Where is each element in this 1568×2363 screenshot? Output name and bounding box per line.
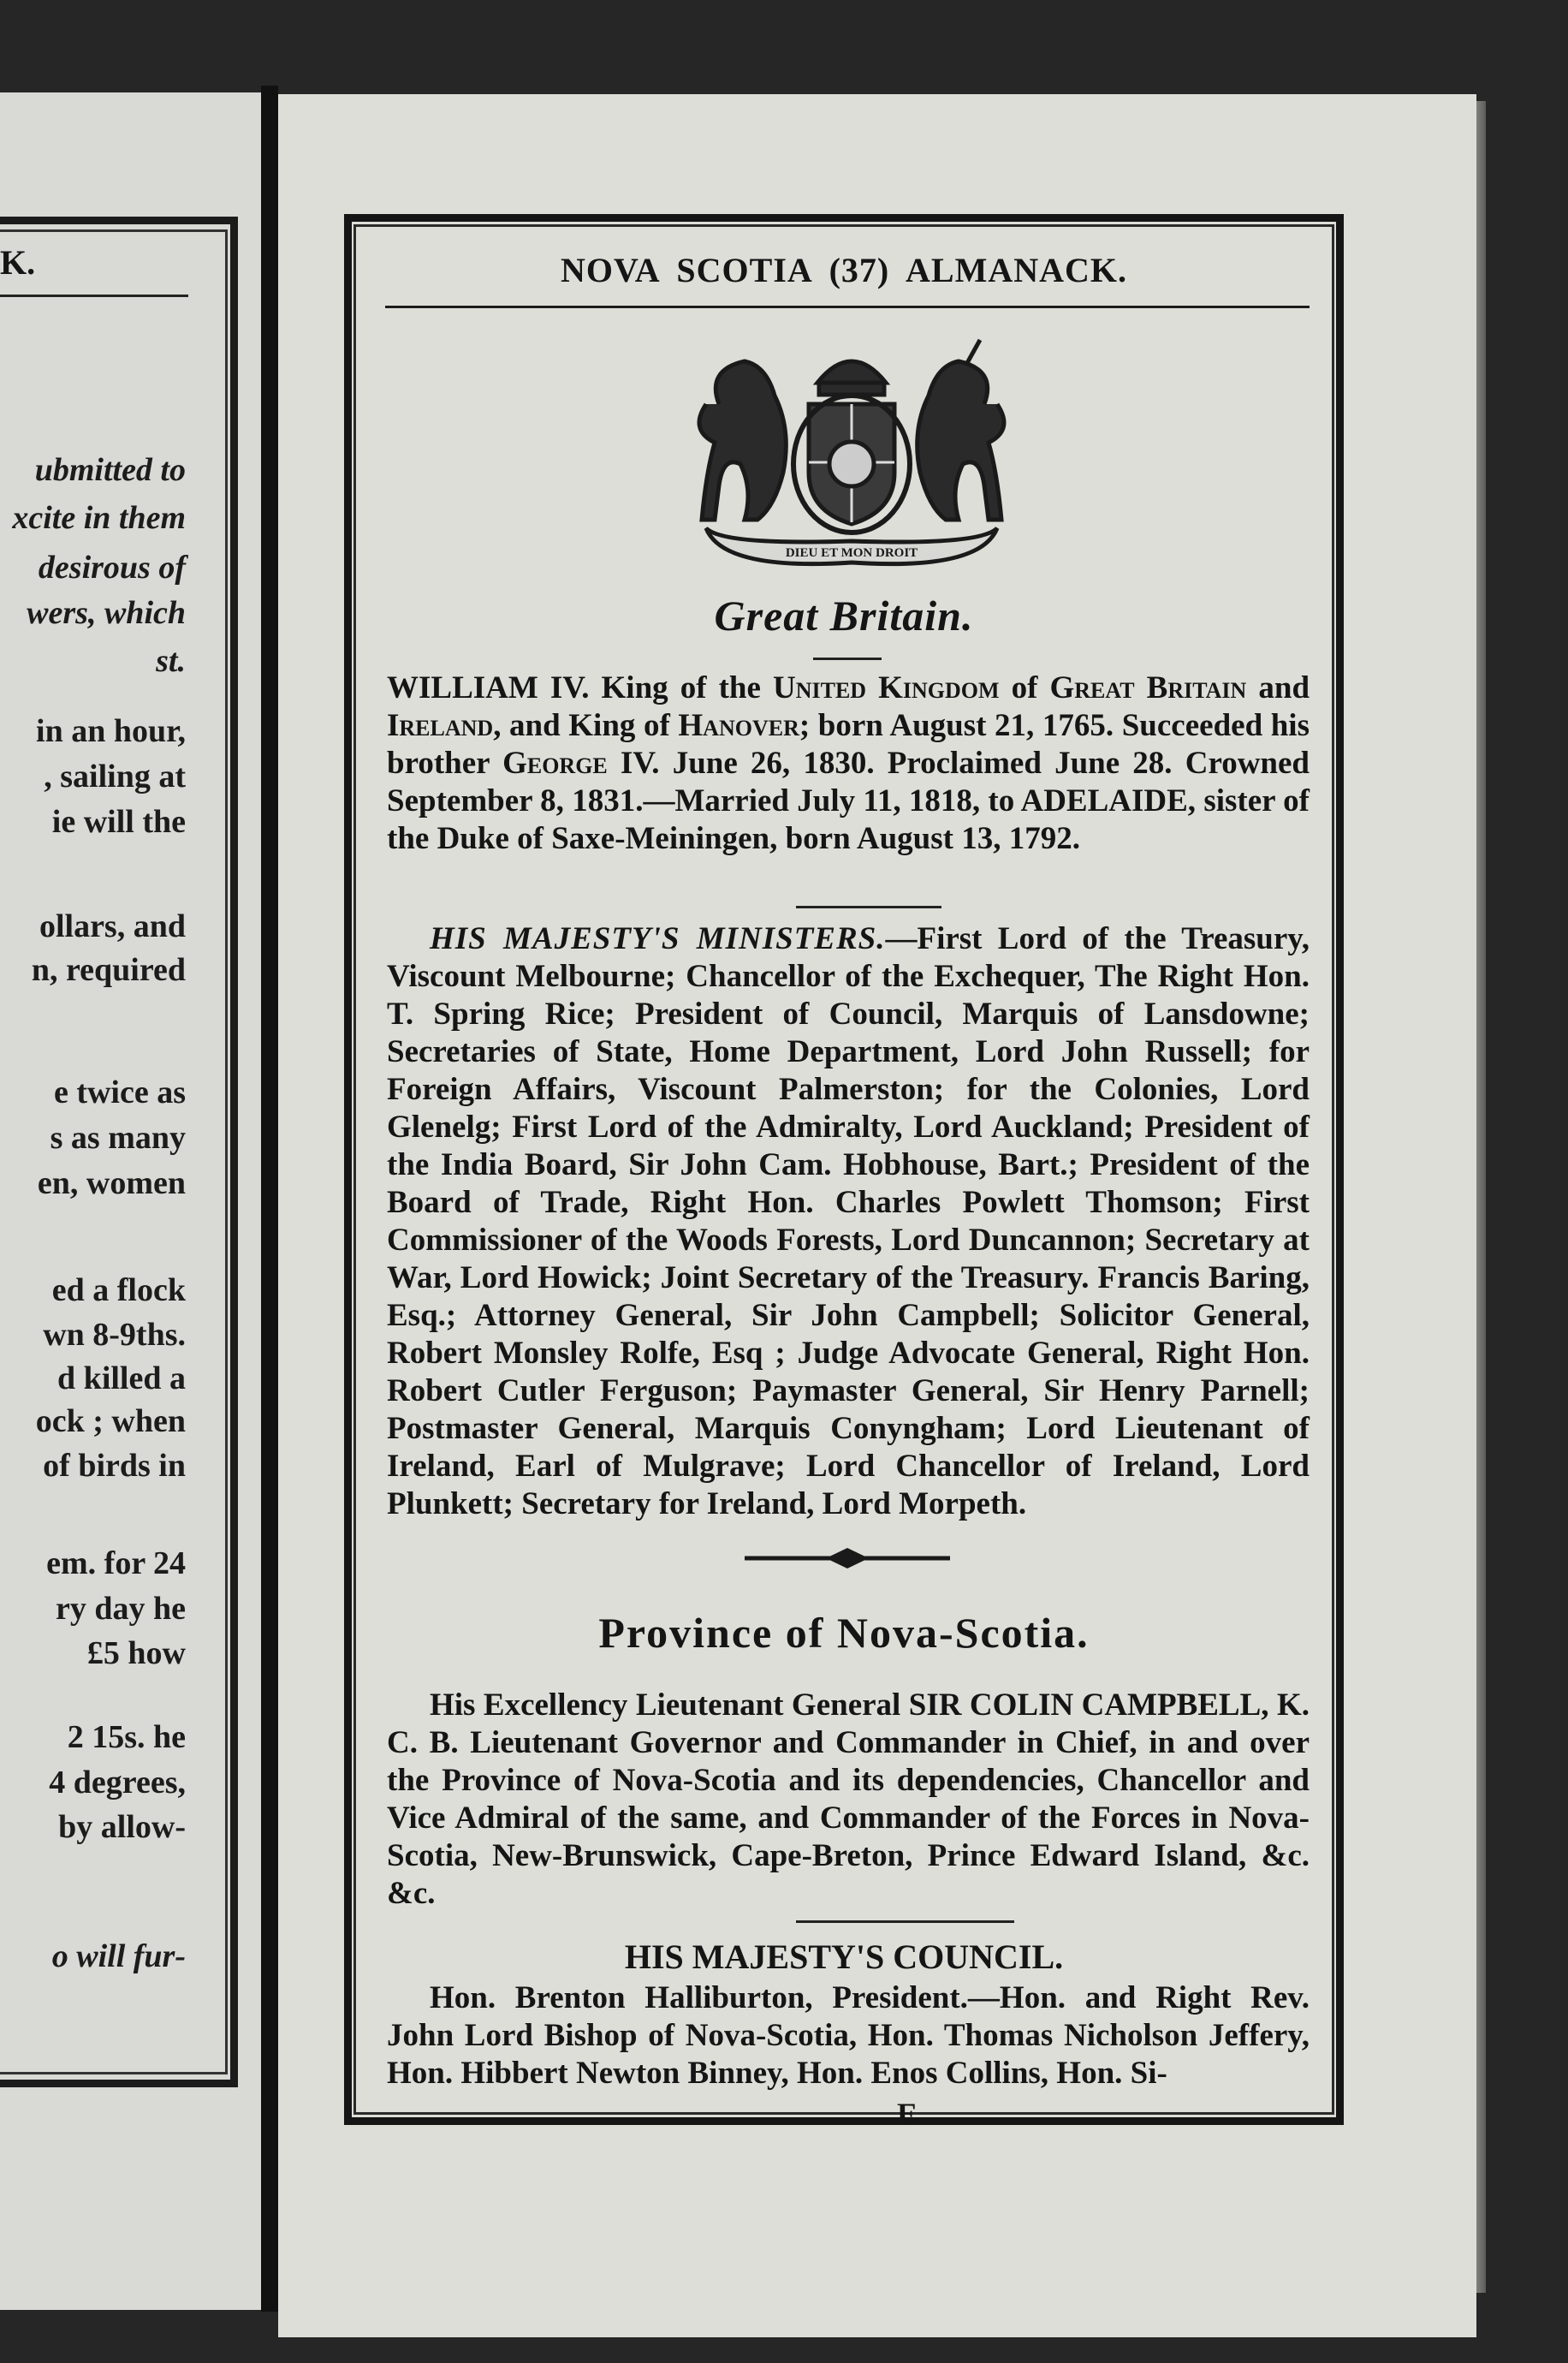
previous-page-line: s as many [50, 1120, 186, 1156]
council-paragraph: Hon. Brenton Halliburton, President.—Hon. and Right Rev. John Lord Bishop of Nova-Scotia, Hon. Thomas Nicholson Jeffery, Hon. Hibbert Newton Binney, Hon. Enos Collins, Hon. Si- [387, 1980, 1310, 2092]
previous-page-line: xcite in them [12, 500, 186, 536]
previous-page-line: ie will the [51, 804, 186, 840]
king-name: WILLIAM IV. [387, 670, 590, 705]
previous-page-line: ed a flock [51, 1272, 186, 1308]
previous-page-line: in an hour, [36, 713, 186, 749]
previous-page-line: by allow- [58, 1809, 186, 1845]
previous-page-line: st. [156, 643, 186, 679]
section-rule [796, 1920, 1014, 1923]
ministers-paragraph: HIS MAJESTY'S MINISTERS.—First Lord of the Treasury, Viscount Melbourne; Chancellor of the Exchequer, The Right Hon. T. Spring Rice; President of Council, Marquis of Lansdowne; Secretaries of State, Home Department, Lord John Russell; for Foreign Affairs, Viscount Palmerston; for the Colonies, Lord Glenelg; First Lord of the Admiralty, Lord Auckland; President of the India Board, Sir John Cam. Hobhouse, Bart.; President of the Board of Trade, Right Hon. Charles Powlett Thomson; First Commissioner of the Woods Forests, Lord Duncannon; Secretary at War, Lord Howick; Joint Secretary of the Treasury. Francis Baring, Esq.; Attorney General, Sir John Campbell; Solicitor General, Robert Monsley Rolfe, Esq ; Judge Advocate General, Right Hon. Robert Cutler Ferguson; Paymaster General, Sir Henry Parnell; Postmaster General, Marquis Conyngham; Lord Lieutenant of Ireland, Earl of Mulgrave; Lord Chancellor of Ireland, Lord Plunkett; Secretary for Ireland, Lord Morpeth. [387, 921, 1310, 1522]
previous-page-line: of birds in [43, 1448, 186, 1484]
previous-page-line: £5 how [86, 1635, 186, 1671]
previous-page-fragment [0, 92, 261, 2310]
council-heading: HIS MAJESTY'S COUNCIL. [624, 1937, 1064, 1976]
governor-paragraph: His Excellency Lieutenant General SIR COLIN CAMPBELL, K. C. B. Lieutenant Governor and Commander in Chief, in and over the Province of Nova-Scotia and its dependencies, Chancellor and Vice Admiral of the same, and Commander of the Forces in Nova-Scotia, New-Brunswick, Cape-Breton, Prince Edward Island, &c. &c. [387, 1687, 1310, 1912]
previous-page-line: n, required [31, 952, 186, 988]
running-head: NOVA SCOTIA (37) ALMANACK. [561, 251, 1127, 289]
previous-page-line: , sailing at [44, 759, 186, 795]
previous-page-line: ubmitted to [34, 452, 186, 488]
book-gutter [261, 86, 278, 2312]
previous-page-line: o will fur- [51, 1938, 186, 1974]
previous-page-header: K. [0, 243, 36, 282]
section-rule [813, 658, 882, 660]
section-rule [796, 906, 941, 908]
ministers-heading: HIS MAJESTY'S MINISTERS. [430, 921, 886, 956]
crest-motto: DIEU ET MON DROIT [785, 546, 918, 560]
previous-page-line: em. for 24 [46, 1545, 186, 1581]
previous-page-line: ollars, and [39, 908, 186, 944]
previous-page-line: en, women [37, 1165, 186, 1201]
previous-page-line: ock ; when [35, 1403, 186, 1439]
running-head-rule [385, 306, 1310, 308]
ornamental-divider-icon [745, 1545, 950, 1571]
previous-page-line: wn 8-9ths. [43, 1317, 186, 1353]
previous-page-line: 4 degrees, [49, 1765, 186, 1801]
printer-signature-mark: E [897, 2097, 918, 2131]
previous-page-line: d killed a [57, 1360, 186, 1396]
section-title-great-britain: Great Britain. [714, 592, 974, 640]
royal-coat-of-arms-icon [672, 336, 1031, 575]
king-paragraph: WILLIAM IV. King of the United Kingdom of Great Britain and Ireland, and King of Hanover; born August 21, 1765. Succeeded his brother George IV. June 26, 1830. Proclaimed June 28. Crowned September 8, 1831.—Married July 11, 1818, to ADELAIDE, sister of the Duke of Saxe-Meiningen, born August 13, 1792. [387, 670, 1310, 857]
previous-page-line: 2 15s. he [67, 1719, 186, 1755]
previous-page-line: wers, which [27, 595, 186, 631]
previous-page-line: desirous of [38, 550, 186, 586]
section-title-nova-scotia: Province of Nova-Scotia. [598, 1609, 1090, 1657]
previous-page-line: ry day he [56, 1591, 186, 1627]
previous-page-line: e twice as [53, 1074, 186, 1110]
previous-page-header-rule [0, 295, 188, 297]
